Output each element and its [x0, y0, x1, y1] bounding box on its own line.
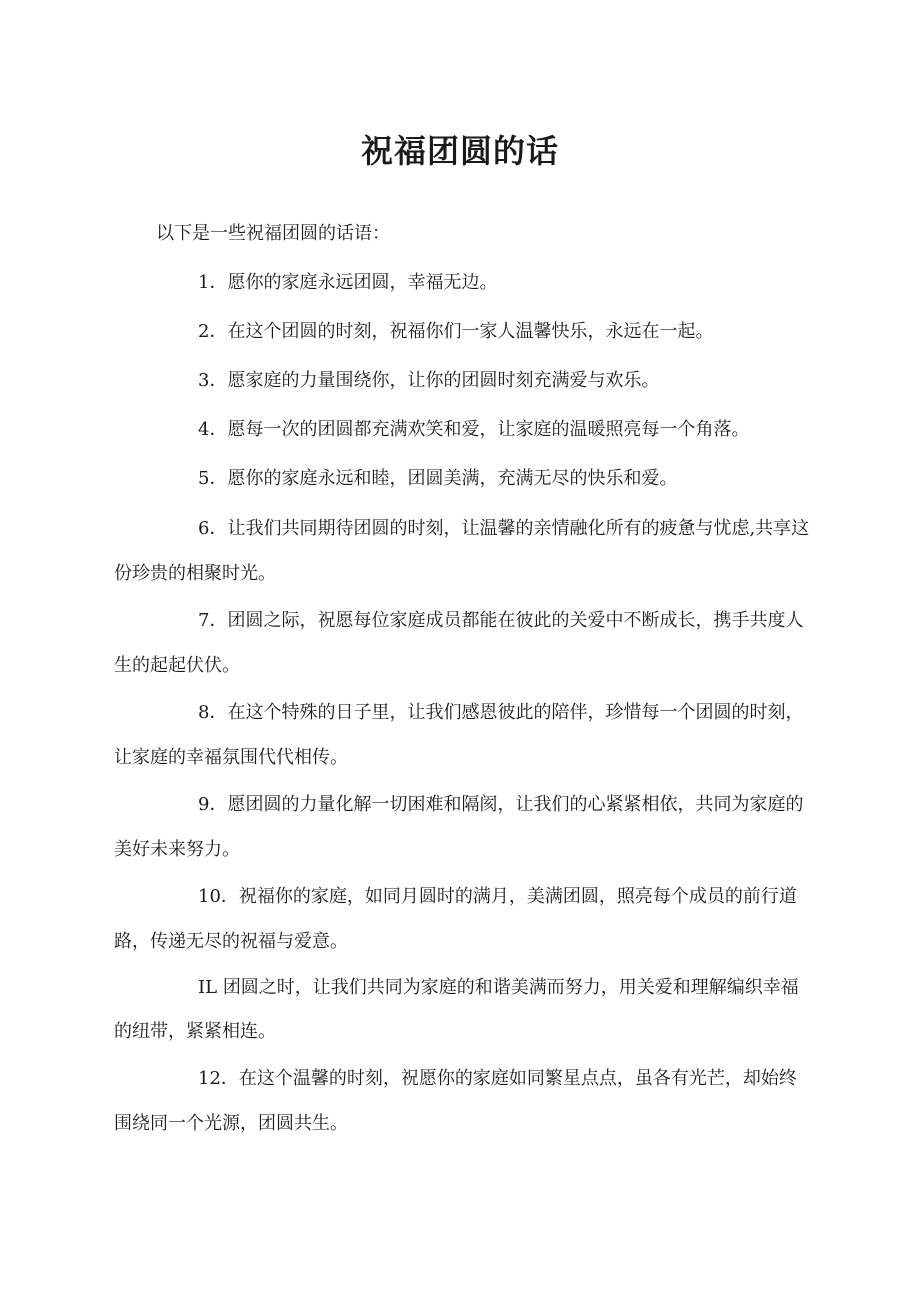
- item-text: ．愿每一次的团圆都充满欢笑和爱，让家庭的温暖照亮每一个角落。: [209, 419, 750, 440]
- item-number: 12: [198, 1068, 221, 1089]
- list-item: [114, 320, 812, 344]
- list-item: [114, 369, 812, 393]
- list-item: [114, 966, 812, 1054]
- item-number: IL: [198, 977, 218, 998]
- item-text: ．愿家庭的力量围绕你，让你的团圆时刻充满爱与欢乐。: [209, 370, 660, 391]
- item-number: 1: [198, 272, 210, 293]
- item-number: 4: [198, 419, 210, 440]
- item-text: ．愿你的家庭永远和睦，团圆美满，充满无尽的快乐和爱。: [209, 468, 678, 489]
- item-number: 10: [198, 886, 221, 907]
- item-text: ．在这个温馨的时刻，祝愿你的家庭如同繁星点点，虽各有光芒，却始终围绕同一个光源，团圆共生。: [114, 1068, 797, 1134]
- list-item: [114, 418, 812, 442]
- item-number: 8: [198, 702, 210, 723]
- list-item: [114, 782, 812, 872]
- item-text: ．愿团圆的力量化解一切困难和隔阂，让我们的心紧紧相依，共同为家庭的美好未来努力。: [114, 794, 804, 860]
- item-text: ．让我们共同期待团圆的时刻，让温馨的亲情融化所有的疲惫与忧虑,共享这份珍贵的相聚时光。: [114, 518, 810, 584]
- intro-paragraph: 以下是一些祝福团圆的话语：: [156, 223, 390, 244]
- item-number: 5: [198, 468, 210, 489]
- item-text: ．在这个团圆的时刻，祝福你们一家人温馨快乐，永远在一起。: [209, 321, 714, 342]
- item-number: 2: [198, 321, 210, 342]
- item-number: 9: [198, 794, 210, 815]
- item-text: ．祝福你的家庭，如同月圆时的满月，美满团圆，照亮每个成员的前行道路，传递无尽的祝福与爱意。: [114, 886, 797, 952]
- list-item: [114, 1056, 812, 1146]
- item-number: 3: [198, 370, 210, 391]
- list-item: [114, 598, 812, 688]
- list-item: [114, 506, 812, 596]
- item-number: 7: [198, 610, 210, 631]
- item-text: ．愿你的家庭永远团圆，幸福无边。: [209, 272, 498, 293]
- list-item: [114, 690, 812, 780]
- list-item: [114, 467, 812, 491]
- item-text: ．团圆之际，祝愿每位家庭成员都能在彼此的关爱中不断成长，携手共度人生的起起伏伏。: [114, 610, 804, 676]
- item-text: ．在这个特殊的日子里，让我们感恩彼此的陪伴，珍惜每一个团圆的时刻，让家庭的幸福氛围代代相传。: [114, 702, 804, 768]
- list-item: [114, 874, 812, 964]
- item-text: 团圆之时，让我们共同为家庭的和谐美满而努力，用关爱和理解编织幸福的纽带，紧紧相连。: [114, 977, 799, 1042]
- document-title: 祝福团圆的话: [360, 132, 559, 170]
- document-body: [114, 222, 812, 1158]
- list-item: [114, 271, 812, 295]
- item-number: 6: [198, 518, 210, 539]
